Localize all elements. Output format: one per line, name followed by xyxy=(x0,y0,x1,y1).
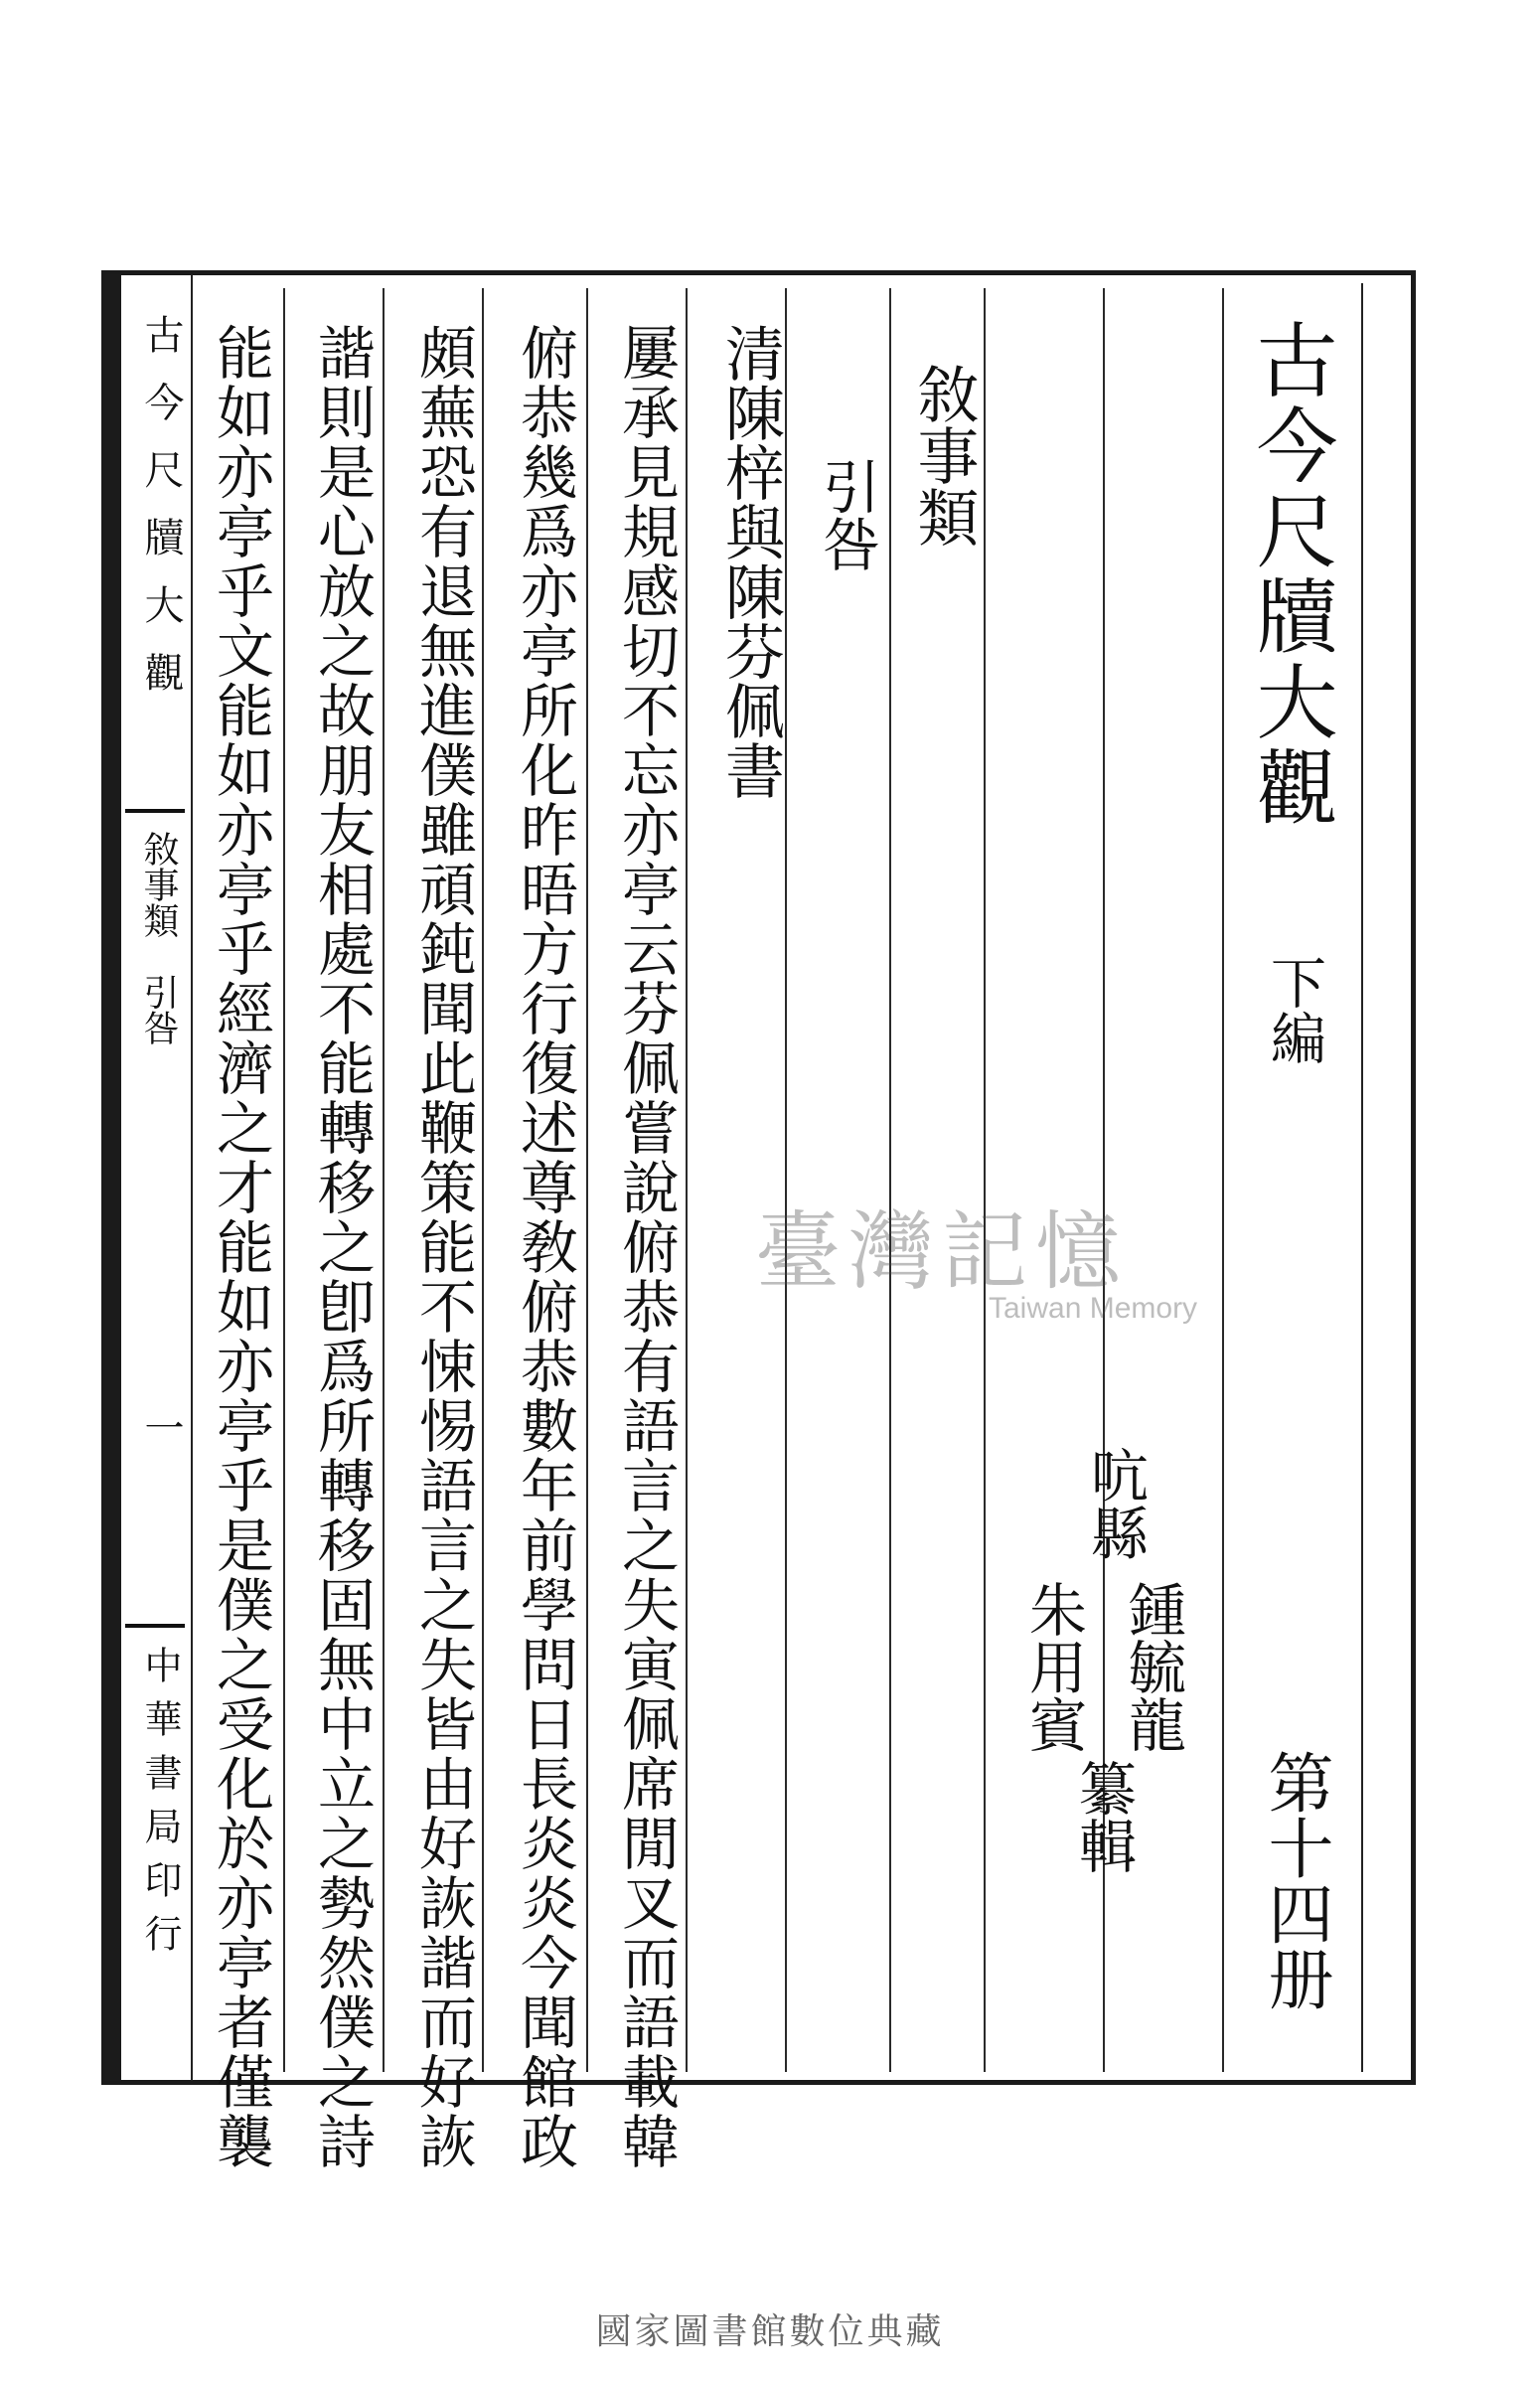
spine-section: 敘事類 引咎 xyxy=(138,831,179,1045)
body-column-3: 頗蕪恐有退無進僕雖頑鈍聞此鞭策能不悚惕語言之失皆由好詼諧而好詼 xyxy=(409,323,477,2171)
column-rule xyxy=(1222,288,1224,2072)
compiler-name-1: 鍾毓龍 xyxy=(1119,1580,1186,1753)
compiler-role: 纂輯 xyxy=(1069,1759,1137,1874)
book-title: 古今尺牘大觀 xyxy=(1243,318,1337,831)
watermark-english: Taiwan Memory xyxy=(989,1292,1198,1325)
column-rule xyxy=(283,288,285,2072)
column-rule xyxy=(984,288,986,2072)
spine-page-number: 一 xyxy=(138,1407,184,1447)
body-column-4: 諧則是心放之故朋友相處不能轉移之卽爲所轉移固無中立之勢然僕之詩 xyxy=(308,323,376,2171)
spine-publisher: 中華書局印行 xyxy=(138,1646,182,1968)
letter-title: 清陳梓與陳芬佩書 xyxy=(715,323,785,800)
spine-divider xyxy=(125,1624,185,1628)
volume-number: 第十四册 xyxy=(1257,1749,1333,2011)
body-column-5: 能如亦亭乎文能如亦亭乎經濟之才能如亦亭乎是僕之受化於亦亭者僅襲 xyxy=(207,323,274,2171)
compiler-county: 吭縣 xyxy=(1081,1446,1149,1561)
spine-title: 古今尺牘大觀 xyxy=(138,314,184,719)
column-rule xyxy=(889,288,891,2072)
footer-credit: 國家圖書館數位典藏 xyxy=(595,2311,945,2352)
watermark-chinese: 臺灣記憶 xyxy=(755,1202,1129,1302)
body-column-1: 屢承見規感切不忘亦亭云芬佩嘗說俯恭有語言之失寅佩席閒叉而語載韓 xyxy=(612,323,680,2171)
book-subtitle: 下編 xyxy=(1262,954,1326,1065)
column-rule xyxy=(586,288,588,2072)
section-heading: 引咎 xyxy=(813,457,880,572)
frame-inner-rule xyxy=(1361,283,1363,2072)
compiler-name-2: 朱用賓 xyxy=(1019,1580,1087,1753)
spine-strip xyxy=(103,274,193,2081)
spine-divider xyxy=(125,809,185,813)
watermark xyxy=(755,1183,1252,1325)
body-column-2: 俯恭幾爲亦亭所化昨晤方行復述尊敎俯恭數年前學問日長炎炎今聞館政 xyxy=(511,323,578,2171)
category-heading: 敘事類 xyxy=(907,363,980,548)
